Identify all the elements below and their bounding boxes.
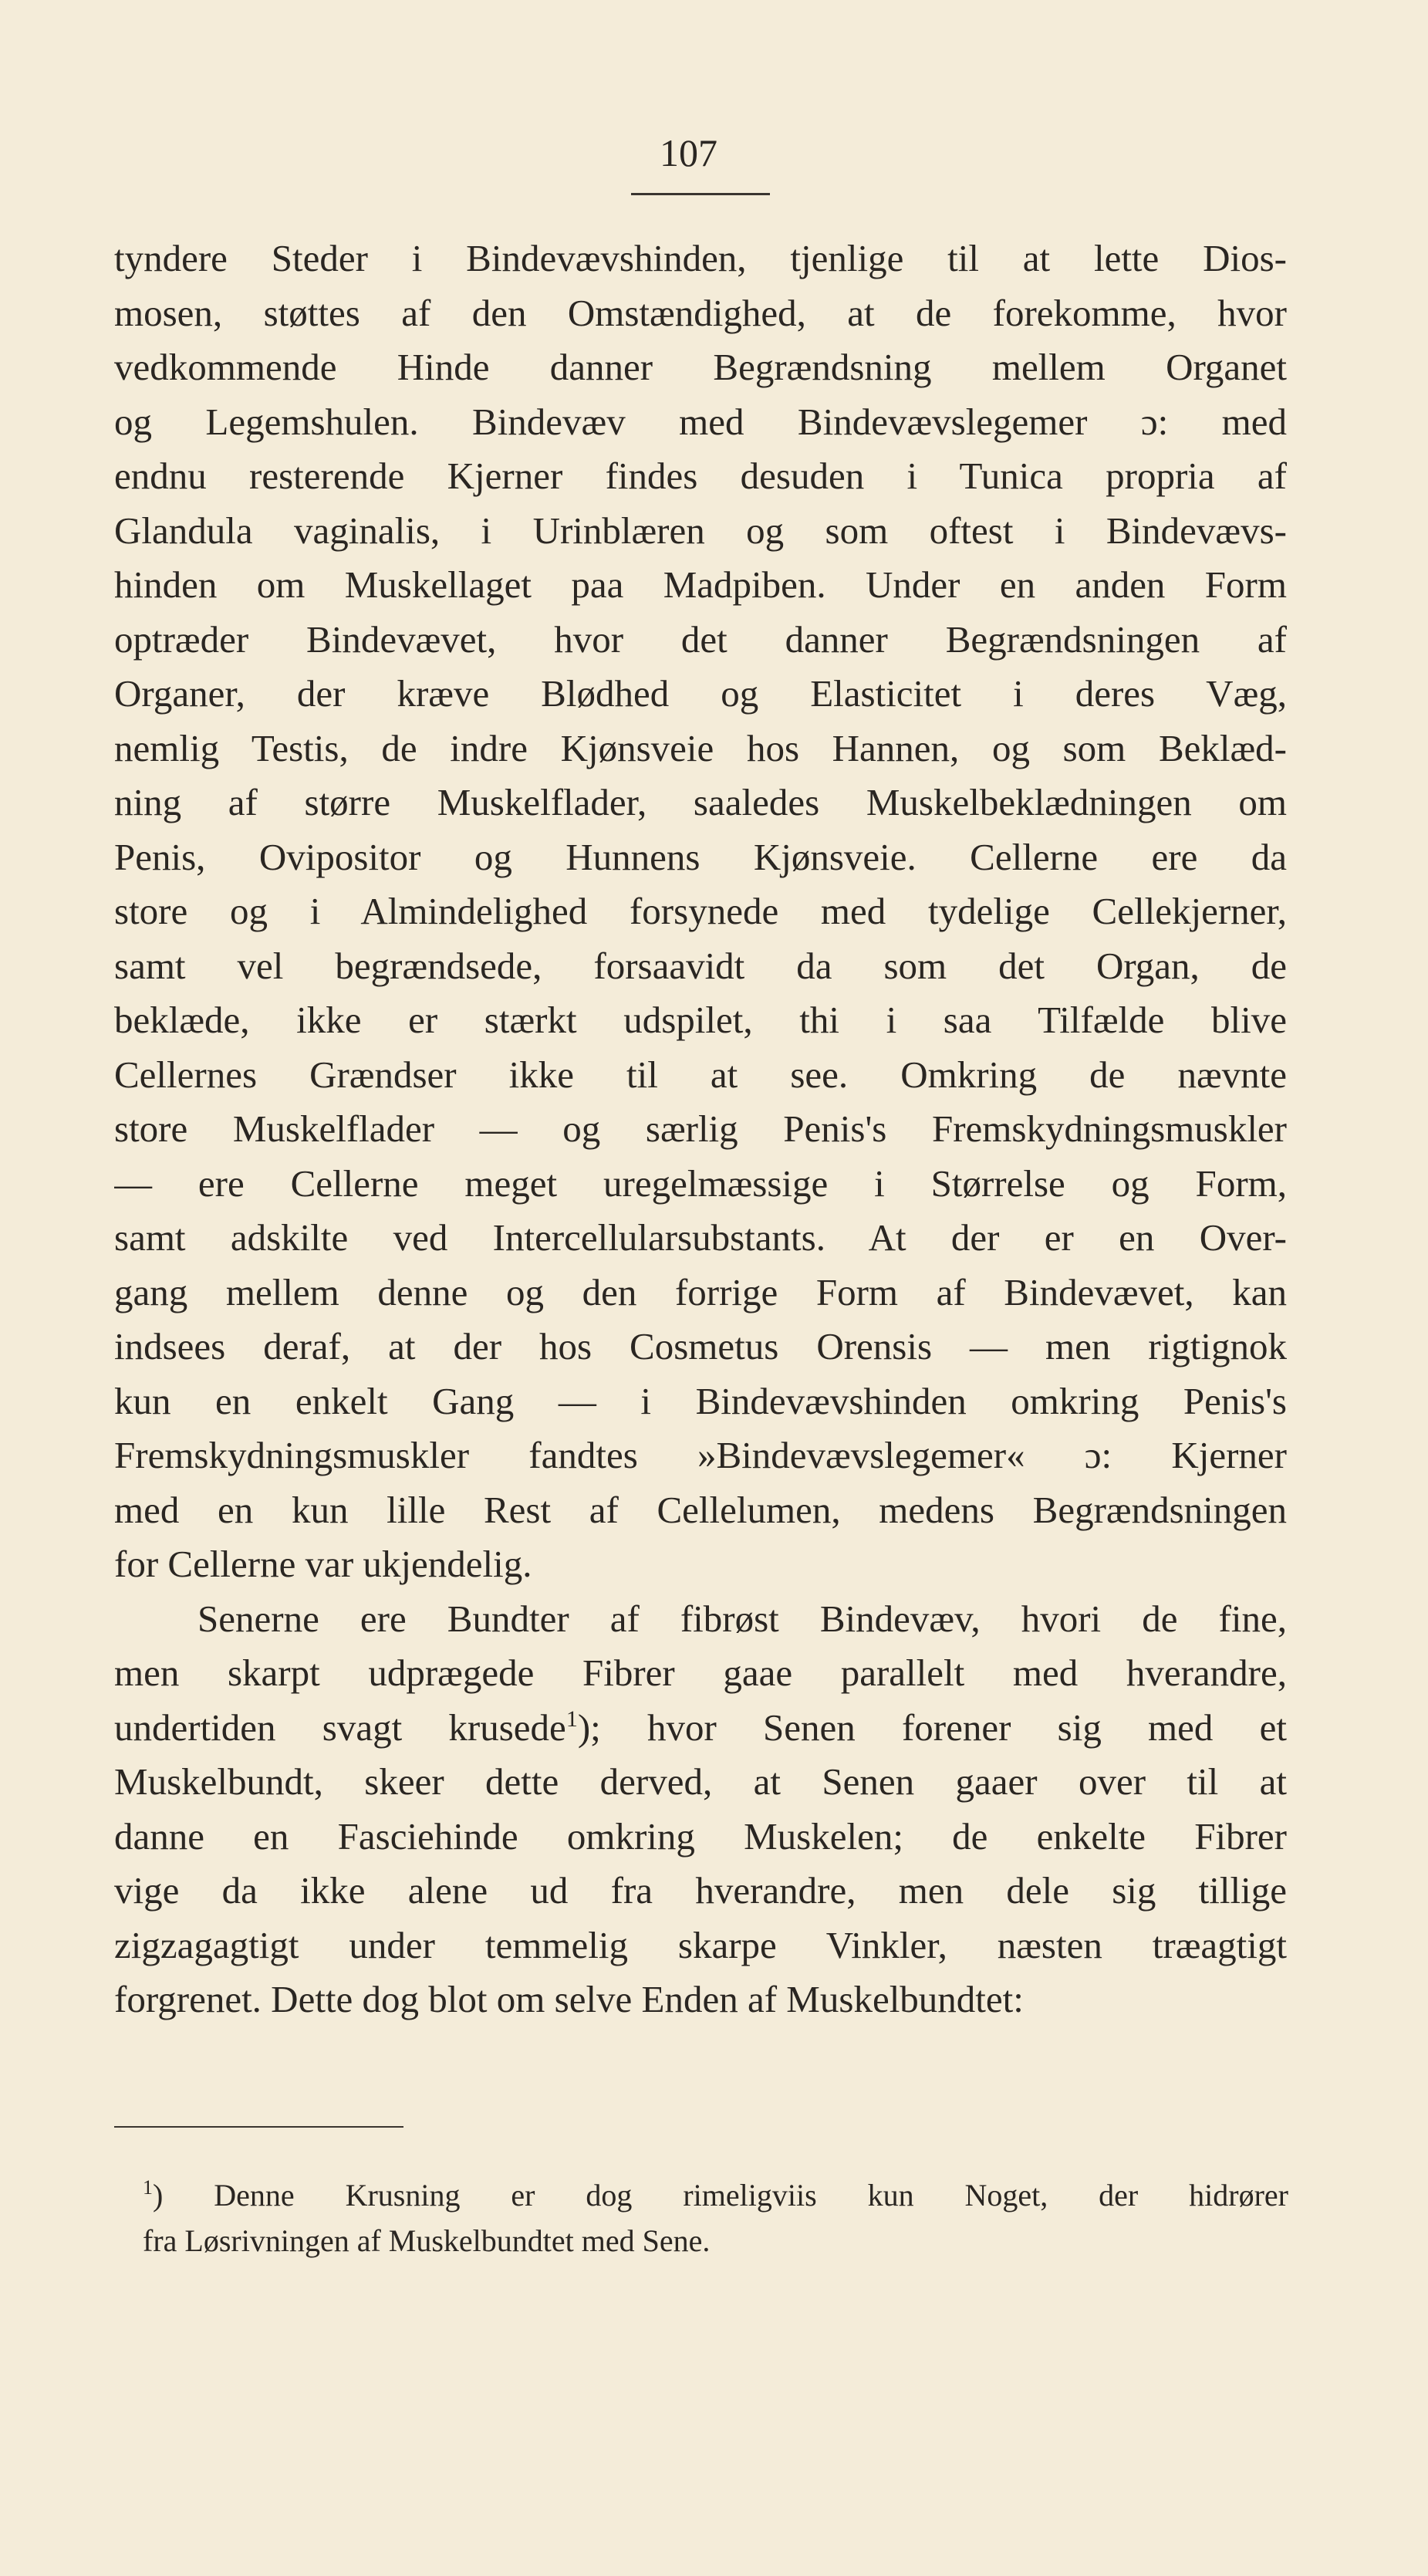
text-line: Organer, der kræve Blødhed og Elasticitet i deres Væg,: [114, 672, 1287, 715]
text-line: mosen, støttes af den Omstændighed, at de forekomme, hvor: [114, 291, 1287, 334]
text-line: Glandula vaginalis, i Urinblæren og som oftest i Bindevævs-: [114, 509, 1287, 552]
text-segment: ); hvor Senen forener sig med et: [577, 1706, 1287, 1749]
text-line: ning af større Muskelflader, saaledes Muskelbeklædningen om: [114, 781, 1287, 823]
text-line: samt vel begrændsede, forsaavidt da som det Organ, de: [114, 944, 1287, 987]
text-line: tyndere Steder i Bindevævshinden, tjenlige til at lette Dios-: [114, 237, 1287, 279]
footnote-rule: [114, 2126, 403, 2128]
body-text: [114, 232, 1287, 2027]
text-line: kun en enkelt Gang — i Bindevævshinden omkring Penis's: [114, 1379, 1287, 1422]
paragraph-start-line: Senerne ere Bundter af fibrøst Bindevæv, hvori de fine,: [197, 1597, 1287, 1640]
page-number-rule: [631, 193, 770, 195]
text-line: vedkommende Hinde danner Begrændsning mellem Organet: [114, 346, 1287, 388]
footnote: [143, 2172, 1288, 2263]
text-line: zigzagagtigt under temmelig skarpe Vinkler, næsten træagtigt: [114, 1923, 1287, 1966]
footnote-line: fra Løsrivningen af Muskelbundtet med Sene.: [143, 2223, 711, 2258]
text-line-with-footnote-ref: [114, 1701, 1287, 1756]
text-line: vige da ikke alene ud fra hverandre, men dele sig tillige: [114, 1869, 1287, 1912]
text-line: gang mellem denne og den forrige Form af Bindevævet, kan: [114, 1270, 1287, 1313]
text-line: med en kun lille Rest af Cellelumen, medens Begrændsningen: [114, 1488, 1287, 1531]
text-line: hinden om Muskellaget paa Madpiben. Under en anden Form: [114, 563, 1287, 606]
page-number: 107: [660, 131, 717, 174]
text-line: — ere Cellerne meget uregelmæssige i Størrelse og Form,: [114, 1161, 1287, 1205]
footnote-marker: 1: [143, 2176, 153, 2199]
text-line: samt adskilte ved Intercellularsubstants. At der er en Over-: [114, 1216, 1287, 1259]
footnote-line: [143, 2172, 1288, 2218]
text-line: beklæde, ikke er stærkt udspilet, thi i saa Tilfælde blive: [114, 999, 1287, 1041]
footnote-marker-paren: ): [153, 2178, 164, 2213]
paragraph-end-line: for Cellerne var ukjendelig.: [114, 1543, 532, 1585]
text-line: optræder Bindevævet, hvor det danner Begrændsningen af: [114, 617, 1287, 661]
text-line: store Muskelflader — og særlig Penis's Fremskydningsmuskler: [114, 1107, 1287, 1150]
footnote-reference[interactable]: 1: [565, 1706, 578, 1732]
text-line: endnu resterende Kjerner findes desuden i Tunica propria af: [114, 455, 1287, 497]
text-line: Muskelbundt, skeer dette derved, at Senen gaaer over til at: [114, 1760, 1287, 1803]
text-line: indsees deraf, at der hos Cosmetus Orensis — men rigtignok: [114, 1325, 1287, 1367]
text-line: men skarpt udprægede Fibrer gaae parallelt med hverandre,: [114, 1651, 1287, 1694]
text-line: danne en Fasciehinde omkring Muskelen; de enkelte Fibrer: [114, 1814, 1287, 1858]
text-line: og Legemshulen. Bindevæv med Bindevævslegemer ɔ: med: [114, 400, 1287, 443]
text-segment: undertiden svagt krusede: [114, 1706, 566, 1749]
text-line: store og i Almindelighed forsynede med tydelige Cellekjerner,: [114, 890, 1287, 932]
text-line: Fremskydningsmuskler fandtes »Bindevævslegemer« ɔ: Kjerner: [114, 1434, 1287, 1476]
footnote-text: Denne Krusning er dog rimeligviis kun Noget, der hidrører: [214, 2178, 1288, 2213]
text-line: forgrenet. Dette dog blot om selve Enden af Muskelbundtet:: [114, 1978, 1024, 2020]
text-line: Cellernes Grændser ikke til at see. Omkring de nævnte: [114, 1053, 1287, 1096]
text-line: Penis, Ovipositor og Hunnens Kjønsveie. Cellerne ere da: [114, 835, 1287, 878]
text-line: nemlig Testis, de indre Kjønsveie hos Hannen, og som Beklæd-: [114, 726, 1287, 769]
